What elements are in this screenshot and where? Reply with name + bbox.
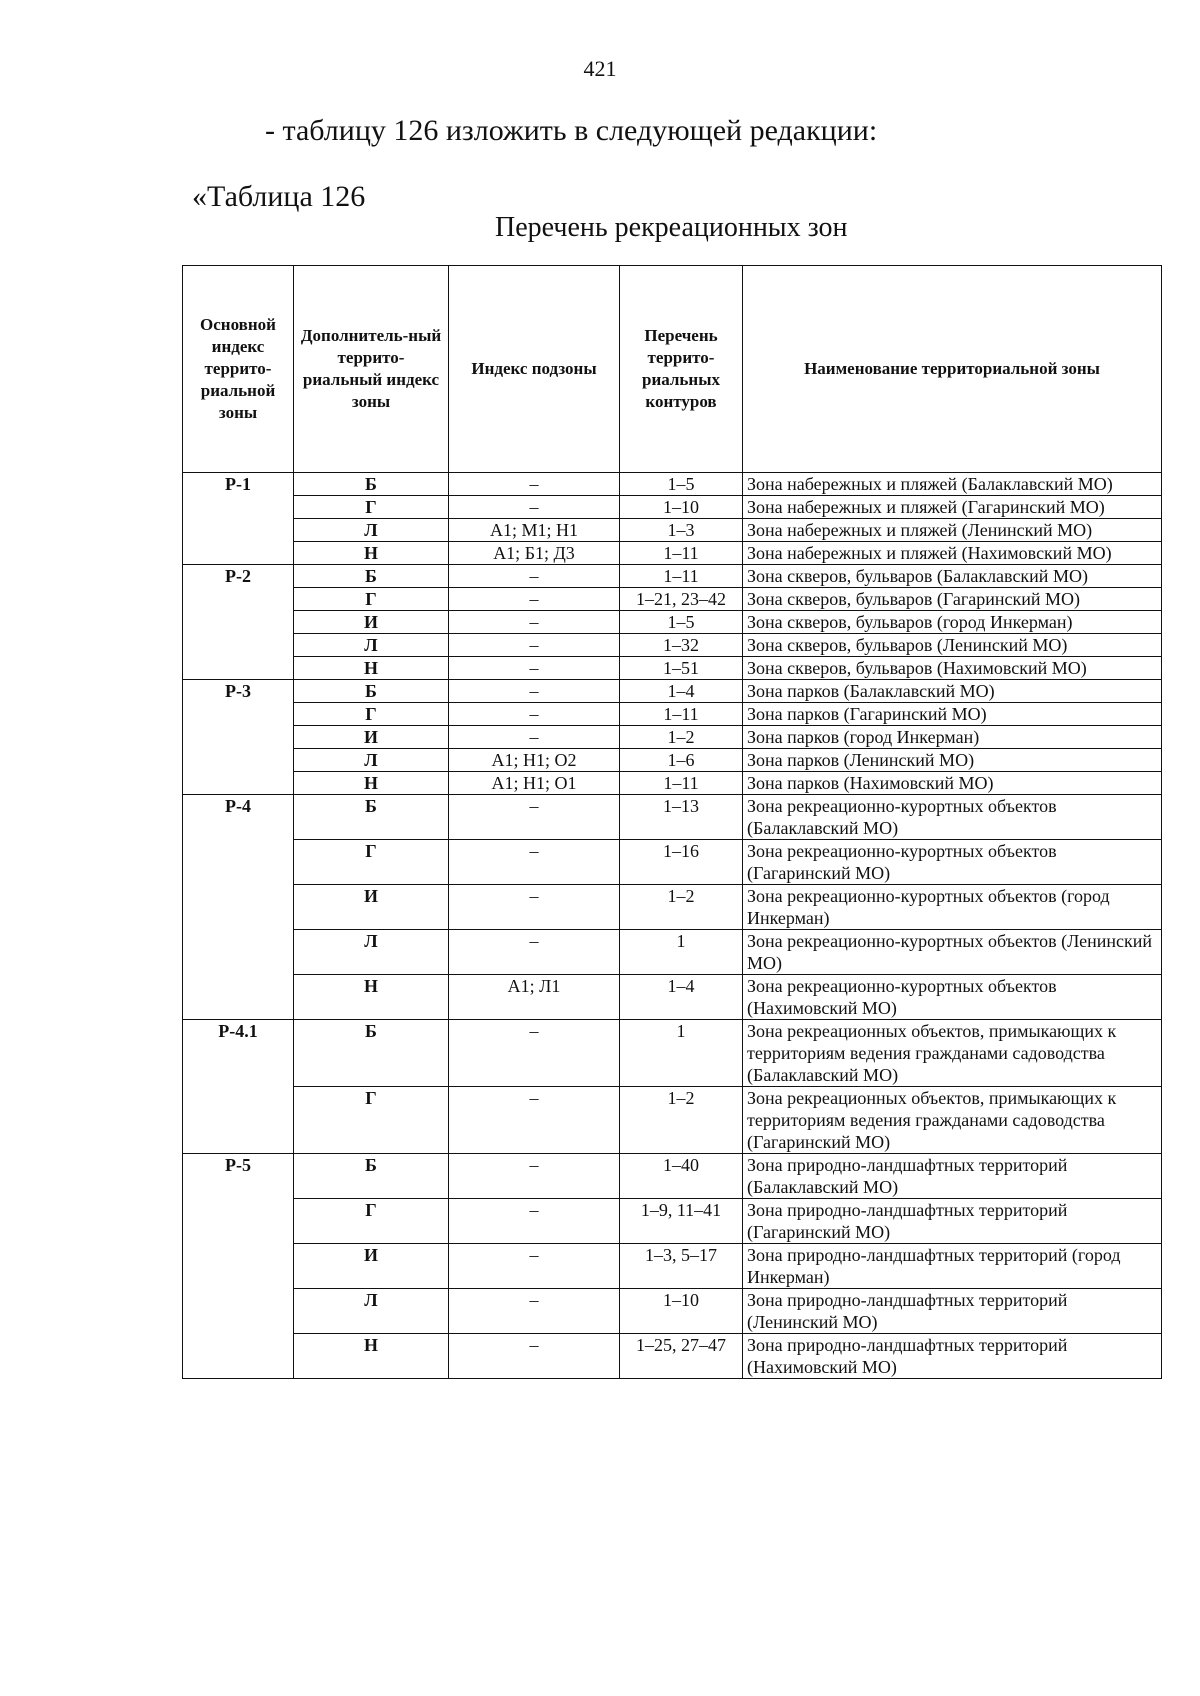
table-row: [183, 473, 1162, 496]
cell-contours: 1–4: [620, 680, 743, 703]
cell-contours: 1–10: [620, 1289, 743, 1334]
cell-subzone-index: А1; Н1; О2: [449, 749, 620, 772]
table-body: [183, 473, 1162, 1379]
cell-zone-name: Зона скверов, бульваров (Гагаринский МО): [743, 588, 1162, 611]
cell-zone-name: Зона природно-ландшафтных территорий (Ленинский МО): [743, 1289, 1162, 1334]
cell-subzone-index: –: [449, 703, 620, 726]
table-row: [183, 885, 1162, 930]
cell-subzone-index: А1; М1; Н1: [449, 519, 620, 542]
cell-subzone-index: –: [449, 1020, 620, 1087]
cell-main-index: Р-2: [183, 565, 294, 680]
table-row: [183, 611, 1162, 634]
cell-contours: 1–9, 11–41: [620, 1199, 743, 1244]
cell-additional-index: Б: [294, 795, 449, 840]
cell-zone-name: Зона природно-ландшафтных территорий (город Инкерман): [743, 1244, 1162, 1289]
table-row: [183, 1154, 1162, 1199]
table-row: [183, 1087, 1162, 1154]
cell-contours: 1–3, 5–17: [620, 1244, 743, 1289]
cell-subzone-index: –: [449, 930, 620, 975]
table-row: [183, 840, 1162, 885]
cell-contours: 1–11: [620, 542, 743, 565]
cell-subzone-index: –: [449, 795, 620, 840]
cell-additional-index: Н: [294, 657, 449, 680]
header-contours: Перечень террито-риальных контуров: [620, 266, 743, 473]
cell-additional-index: Б: [294, 473, 449, 496]
cell-additional-index: Л: [294, 519, 449, 542]
cell-subzone-index: –: [449, 840, 620, 885]
header-additional-index: Дополнитель-ный террито-риальный индекс зоны: [294, 266, 449, 473]
cell-subzone-index: –: [449, 657, 620, 680]
cell-contours: 1–16: [620, 840, 743, 885]
table-row: [183, 680, 1162, 703]
cell-contours: 1–6: [620, 749, 743, 772]
cell-additional-index: Г: [294, 703, 449, 726]
cell-subzone-index: А1; Б1; Д3: [449, 542, 620, 565]
cell-zone-name: Зона природно-ландшафтных территорий (Гагаринский МО): [743, 1199, 1162, 1244]
cell-additional-index: Л: [294, 749, 449, 772]
cell-contours: 1–11: [620, 772, 743, 795]
cell-subzone-index: А1; Н1; О1: [449, 772, 620, 795]
page-number: 421: [583, 56, 617, 81]
cell-additional-index: Л: [294, 930, 449, 975]
cell-additional-index: И: [294, 611, 449, 634]
table-row: [183, 1020, 1162, 1087]
cell-zone-name: Зона рекреационных объектов, примыкающих к территориям ведения гражданами садоводства (Балаклавский МО): [743, 1020, 1162, 1087]
table-row: [183, 1199, 1162, 1244]
cell-subzone-index: А1; Л1: [449, 975, 620, 1020]
cell-additional-index: Л: [294, 634, 449, 657]
cell-zone-name: Зона скверов, бульваров (Ленинский МО): [743, 634, 1162, 657]
cell-subzone-index: –: [449, 634, 620, 657]
cell-contours: 1–5: [620, 611, 743, 634]
cell-zone-name: Зона природно-ландшафтных территорий (Нахимовский МО): [743, 1334, 1162, 1379]
cell-contours: 1–11: [620, 565, 743, 588]
cell-zone-name: Зона набережных и пляжей (Гагаринский МО): [743, 496, 1162, 519]
cell-additional-index: Л: [294, 1289, 449, 1334]
cell-contours: 1–10: [620, 496, 743, 519]
cell-additional-index: Б: [294, 1154, 449, 1199]
cell-additional-index: Н: [294, 772, 449, 795]
cell-subzone-index: –: [449, 1154, 620, 1199]
cell-additional-index: Г: [294, 840, 449, 885]
recreation-zones-table: [182, 265, 1162, 1379]
cell-additional-index: Н: [294, 1334, 449, 1379]
header-row: [183, 266, 1162, 473]
cell-zone-name: Зона рекреационно-курортных объектов (Гагаринский МО): [743, 840, 1162, 885]
cell-additional-index: Г: [294, 496, 449, 519]
cell-contours: 1–4: [620, 975, 743, 1020]
table-row: [183, 975, 1162, 1020]
table-row: [183, 588, 1162, 611]
cell-additional-index: И: [294, 885, 449, 930]
cell-zone-name: Зона рекреационно-курортных объектов (Ленинский МО): [743, 930, 1162, 975]
cell-zone-name: Зона парков (Гагаринский МО): [743, 703, 1162, 726]
table-row: [183, 519, 1162, 542]
cell-subzone-index: –: [449, 885, 620, 930]
cell-additional-index: Н: [294, 975, 449, 1020]
cell-zone-name: Зона парков (город Инкерман): [743, 726, 1162, 749]
cell-zone-name: Зона набережных и пляжей (Балаклавский МО): [743, 473, 1162, 496]
intro-text: - таблицу 126 изложить в следующей редакции:: [265, 114, 878, 147]
cell-subzone-index: –: [449, 1244, 620, 1289]
cell-contours: 1: [620, 930, 743, 975]
cell-main-index: Р-1: [183, 473, 294, 565]
header-main-index: Основной индекс террито-риальной зоны: [183, 266, 294, 473]
cell-contours: 1–13: [620, 795, 743, 840]
cell-main-index: Р-4: [183, 795, 294, 1020]
cell-main-index: Р-5: [183, 1154, 294, 1379]
table-label: «Таблица 126: [192, 180, 366, 213]
cell-zone-name: Зона набережных и пляжей (Ленинский МО): [743, 519, 1162, 542]
table-row: [183, 930, 1162, 975]
cell-main-index: Р-3: [183, 680, 294, 795]
table-row: [183, 749, 1162, 772]
cell-zone-name: Зона скверов, бульваров (Нахимовский МО): [743, 657, 1162, 680]
table-row: [183, 496, 1162, 519]
cell-contours: 1–3: [620, 519, 743, 542]
table-row: [183, 772, 1162, 795]
table-row: [183, 634, 1162, 657]
cell-contours: 1–32: [620, 634, 743, 657]
cell-additional-index: Б: [294, 680, 449, 703]
cell-subzone-index: –: [449, 473, 620, 496]
table-row: [183, 542, 1162, 565]
cell-subzone-index: –: [449, 588, 620, 611]
cell-zone-name: Зона рекреационно-курортных объектов (Балаклавский МО): [743, 795, 1162, 840]
header-subzone-index: Индекс подзоны: [449, 266, 620, 473]
cell-zone-name: Зона рекреационно-курортных объектов (Нахимовский МО): [743, 975, 1162, 1020]
table-row: [183, 1334, 1162, 1379]
table-row: [183, 703, 1162, 726]
cell-zone-name: Зона природно-ландшафтных территорий (Балаклавский МО): [743, 1154, 1162, 1199]
cell-additional-index: Г: [294, 1199, 449, 1244]
cell-additional-index: Б: [294, 565, 449, 588]
cell-additional-index: И: [294, 1244, 449, 1289]
cell-contours: 1–5: [620, 473, 743, 496]
table-row: [183, 1289, 1162, 1334]
cell-subzone-index: –: [449, 1087, 620, 1154]
table-row: [183, 1244, 1162, 1289]
cell-zone-name: Зона рекреационно-курортных объектов (город Инкерман): [743, 885, 1162, 930]
cell-contours: 1–40: [620, 1154, 743, 1199]
cell-contours: 1–2: [620, 885, 743, 930]
header-zone-name: Наименование территориальной зоны: [743, 266, 1162, 473]
table-row: [183, 657, 1162, 680]
cell-subzone-index: –: [449, 565, 620, 588]
cell-subzone-index: –: [449, 1199, 620, 1244]
cell-zone-name: Зона парков (Балаклавский МО): [743, 680, 1162, 703]
table-header: [183, 266, 1162, 473]
cell-zone-name: Зона скверов, бульваров (город Инкерман): [743, 611, 1162, 634]
cell-zone-name: Зона парков (Ленинский МО): [743, 749, 1162, 772]
cell-contours: 1–11: [620, 703, 743, 726]
cell-contours: 1–2: [620, 726, 743, 749]
cell-zone-name: Зона парков (Нахимовский МО): [743, 772, 1162, 795]
table-row: [183, 726, 1162, 749]
cell-additional-index: И: [294, 726, 449, 749]
cell-additional-index: Н: [294, 542, 449, 565]
cell-additional-index: Г: [294, 1087, 449, 1154]
cell-contours: 1–2: [620, 1087, 743, 1154]
cell-contours: 1–51: [620, 657, 743, 680]
cell-contours: 1–25, 27–47: [620, 1334, 743, 1379]
cell-zone-name: Зона скверов, бульваров (Балаклавский МО): [743, 565, 1162, 588]
cell-subzone-index: –: [449, 496, 620, 519]
table-row: [183, 565, 1162, 588]
cell-subzone-index: –: [449, 611, 620, 634]
table-title: Перечень рекреационных зон: [495, 212, 848, 243]
cell-contours: 1–21, 23–42: [620, 588, 743, 611]
cell-additional-index: Г: [294, 588, 449, 611]
cell-subzone-index: –: [449, 1334, 620, 1379]
cell-zone-name: Зона рекреационных объектов, примыкающих к территориям ведения гражданами садоводства (Гагаринский МО): [743, 1087, 1162, 1154]
cell-additional-index: Б: [294, 1020, 449, 1087]
cell-main-index: Р-4.1: [183, 1020, 294, 1154]
cell-zone-name: Зона набережных и пляжей (Нахимовский МО): [743, 542, 1162, 565]
cell-subzone-index: –: [449, 1289, 620, 1334]
cell-subzone-index: –: [449, 726, 620, 749]
cell-contours: 1: [620, 1020, 743, 1087]
table-row: [183, 795, 1162, 840]
cell-subzone-index: –: [449, 680, 620, 703]
